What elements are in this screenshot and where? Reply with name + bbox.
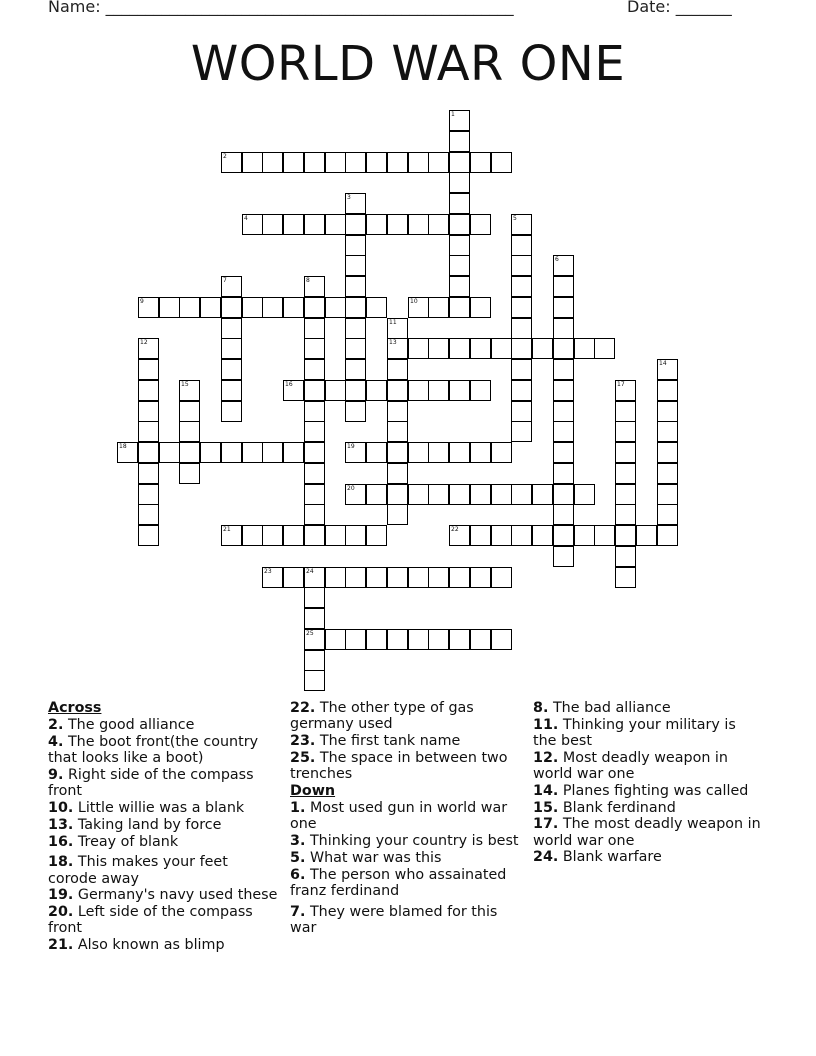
clue-number: 16 [285, 381, 293, 388]
clue-across-21: 21. Also known as blimp [48, 937, 225, 954]
grid-cell[interactable] [511, 318, 532, 339]
grid-cell[interactable] [387, 318, 408, 339]
grid-cell[interactable] [387, 463, 408, 484]
grid-cell[interactable] [470, 484, 491, 505]
grid-cell[interactable] [221, 338, 242, 359]
grid-cell[interactable] [553, 484, 574, 505]
grid-cell[interactable] [532, 484, 553, 505]
clue-across-18: 18. This makes your feet corode away [48, 854, 228, 887]
grid-cell[interactable] [304, 650, 325, 671]
grid-cell[interactable] [449, 193, 470, 214]
grid-cell[interactable] [408, 338, 429, 359]
grid-cell[interactable] [200, 442, 221, 463]
grid-cell[interactable] [511, 421, 532, 442]
grid-cell[interactable] [574, 338, 595, 359]
grid-cell[interactable] [511, 380, 532, 401]
grid-cell[interactable] [449, 567, 470, 588]
grid-cell[interactable] [242, 152, 263, 173]
grid-cell[interactable] [304, 276, 325, 297]
grid-cell[interactable] [304, 525, 325, 546]
grid-cell[interactable] [179, 463, 200, 484]
grid-cell[interactable] [408, 297, 429, 318]
grid-cell[interactable] [553, 525, 574, 546]
grid-cell[interactable] [345, 214, 366, 235]
grid-cell[interactable] [366, 214, 387, 235]
grid-cell[interactable] [511, 255, 532, 276]
grid-cell[interactable] [221, 318, 242, 339]
clue-number: 15 [181, 381, 189, 388]
grid-cell[interactable] [138, 504, 159, 525]
grid-cell[interactable] [221, 401, 242, 422]
grid-cell[interactable] [470, 567, 491, 588]
grid-cell[interactable] [511, 276, 532, 297]
grid-cell[interactable] [491, 525, 512, 546]
clue-number: 21 [223, 526, 231, 533]
grid-cell[interactable] [657, 359, 678, 380]
clue-down-6: 6. The person who assainated franz ferdinand [290, 866, 507, 899]
grid-cell[interactable] [553, 421, 574, 442]
grid-cell[interactable] [594, 338, 615, 359]
grid-cell[interactable] [387, 338, 408, 359]
grid-cell[interactable] [262, 297, 283, 318]
grid-cell[interactable] [636, 525, 657, 546]
grid-cell[interactable] [179, 380, 200, 401]
grid-cell[interactable] [242, 214, 263, 235]
grid-cell[interactable] [345, 567, 366, 588]
grid-cell[interactable] [553, 338, 574, 359]
grid-cell[interactable] [532, 525, 553, 546]
grid-cell[interactable] [470, 297, 491, 318]
grid-cell[interactable] [283, 380, 304, 401]
grid-cell[interactable] [428, 297, 449, 318]
grid-cell[interactable] [366, 152, 387, 173]
grid-cell[interactable] [615, 504, 636, 525]
grid-cell[interactable] [221, 276, 242, 297]
grid-cell[interactable] [491, 484, 512, 505]
clue-down-8: 8. The bad alliance [533, 700, 671, 716]
grid-cell[interactable] [283, 297, 304, 318]
clue-number: 23 [264, 568, 272, 575]
name-field: Name: ___________________________________________________ [48, 0, 514, 16]
grid-cell[interactable] [387, 214, 408, 235]
grid-cell[interactable] [553, 359, 574, 380]
grid-cell[interactable] [428, 629, 449, 650]
clue-number: 3 [347, 194, 351, 201]
grid-cell[interactable] [387, 421, 408, 442]
grid-cell[interactable] [449, 214, 470, 235]
grid-cell[interactable] [262, 525, 283, 546]
clue-across-16: 16. Treay of blank [48, 833, 179, 850]
grid-cell[interactable] [345, 359, 366, 380]
grid-cell[interactable] [325, 567, 346, 588]
grid-cell[interactable] [657, 504, 678, 525]
grid-cell[interactable] [304, 442, 325, 463]
grid-cell[interactable] [304, 463, 325, 484]
grid-cell[interactable] [366, 442, 387, 463]
grid-cell[interactable] [449, 442, 470, 463]
grid-cell[interactable] [304, 504, 325, 525]
grid-cell[interactable] [345, 401, 366, 422]
grid-cell[interactable] [574, 525, 595, 546]
grid-cell[interactable] [553, 297, 574, 318]
grid-cell[interactable] [449, 338, 470, 359]
grid-cell[interactable] [657, 442, 678, 463]
grid-cell[interactable] [408, 442, 429, 463]
grid-cell[interactable] [262, 567, 283, 588]
clue-across-9: 9. Right side of the compass front [48, 767, 254, 800]
grid-cell[interactable] [345, 255, 366, 276]
clue-across-13: 13. Taking land by force [48, 816, 222, 833]
grid-cell[interactable] [138, 442, 159, 463]
grid-cell[interactable] [325, 152, 346, 173]
grid-cell[interactable] [553, 442, 574, 463]
clue-number: 9 [140, 298, 144, 305]
grid-cell[interactable] [387, 359, 408, 380]
clue-across-20: 20. Left side of the compass front [48, 904, 253, 937]
clue-down-3: 3. Thinking your country is best [290, 833, 519, 849]
clue-down-15: 15. Blank ferdinand [533, 799, 676, 816]
grid-cell[interactable] [428, 380, 449, 401]
grid-cell[interactable] [449, 152, 470, 173]
grid-cell[interactable] [304, 421, 325, 442]
grid-cell[interactable] [615, 484, 636, 505]
clue-down-11: 11. Thinking your military is the best [533, 716, 736, 749]
clue-number: 19 [347, 443, 355, 450]
clue-across-25: 25. The space in between two trenches [290, 749, 508, 782]
grid-cell[interactable] [428, 484, 449, 505]
clue-number: 22 [451, 526, 459, 533]
grid-cell[interactable] [449, 525, 470, 546]
clue-down-1: 1. Most used gun in world war one [290, 800, 508, 833]
grid-cell[interactable] [532, 338, 553, 359]
grid-cell[interactable] [200, 297, 221, 318]
grid-cell[interactable] [615, 525, 636, 546]
grid-cell[interactable] [221, 152, 242, 173]
grid-cell[interactable] [304, 152, 325, 173]
grid-cell[interactable] [491, 152, 512, 173]
grid-cell[interactable] [304, 214, 325, 235]
grid-cell[interactable] [553, 318, 574, 339]
grid-cell[interactable] [138, 401, 159, 422]
clue-number: 10 [410, 298, 418, 305]
grid-cell[interactable] [449, 484, 470, 505]
grid-cell[interactable] [262, 214, 283, 235]
clue-across-10: 10. Little willie was a blank [48, 800, 245, 816]
grid-cell[interactable] [221, 525, 242, 546]
grid-cell[interactable] [366, 380, 387, 401]
clue-number: 13 [389, 339, 397, 346]
grid-cell[interactable] [511, 297, 532, 318]
clue-column-1 [48, 700, 278, 954]
grid-cell[interactable] [408, 629, 429, 650]
grid-cell[interactable] [304, 401, 325, 422]
clue-across-2: 2. The good alliance [48, 717, 195, 734]
grid-cell[interactable] [366, 629, 387, 650]
grid-cell[interactable] [594, 525, 615, 546]
grid-cell[interactable] [511, 359, 532, 380]
grid-cell[interactable] [304, 629, 325, 650]
grid-cell[interactable] [511, 401, 532, 422]
grid-cell[interactable] [304, 608, 325, 629]
grid-cell[interactable] [387, 380, 408, 401]
clue-down-5: 5. What war was this [290, 849, 442, 866]
grid-cell[interactable] [657, 525, 678, 546]
clue-number: 1 [451, 111, 455, 118]
grid-cell[interactable] [408, 567, 429, 588]
grid-cell[interactable] [304, 670, 325, 691]
grid-cell[interactable] [366, 484, 387, 505]
grid-cell[interactable] [159, 297, 180, 318]
grid-cell[interactable] [345, 338, 366, 359]
grid-cell[interactable] [345, 276, 366, 297]
clue-across-19: 19. Germany's navy used these [48, 887, 278, 904]
grid-cell[interactable] [117, 442, 138, 463]
grid-cell[interactable] [304, 297, 325, 318]
clue-number: 17 [617, 381, 625, 388]
clue-across-4: 4. The boot front(the country that looks like a boot) [48, 734, 259, 767]
grid-cell[interactable] [179, 442, 200, 463]
clue-down-17: 17. The most deadly weapon in world war one [533, 816, 761, 849]
grid-cell[interactable] [242, 442, 263, 463]
clue-number: 8 [306, 277, 310, 284]
clue-number: 11 [389, 319, 397, 326]
grid-cell[interactable] [511, 484, 532, 505]
grid-cell[interactable] [345, 525, 366, 546]
grid-cell[interactable] [470, 525, 491, 546]
grid-cell[interactable] [449, 131, 470, 152]
grid-cell[interactable] [615, 546, 636, 567]
grid-cell[interactable] [345, 484, 366, 505]
grid-cell[interactable] [179, 401, 200, 422]
grid-cell[interactable] [470, 214, 491, 235]
grid-cell[interactable] [470, 629, 491, 650]
grid-cell[interactable] [304, 338, 325, 359]
grid-cell[interactable] [325, 629, 346, 650]
grid-cell[interactable] [304, 318, 325, 339]
clue-number: 20 [347, 485, 355, 492]
grid-cell[interactable] [179, 421, 200, 442]
grid-cell[interactable] [387, 442, 408, 463]
grid-cell[interactable] [138, 421, 159, 442]
clue-down-7: 7. They were blamed for this war [290, 903, 498, 936]
grid-cell[interactable] [553, 380, 574, 401]
grid-cell[interactable] [408, 380, 429, 401]
clue-down-14: 14. Planes fighting was called [533, 782, 749, 799]
grid-cell[interactable] [428, 567, 449, 588]
grid-cell[interactable] [387, 152, 408, 173]
grid-cell[interactable] [345, 297, 366, 318]
clue-across-22: 22. The other type of gas germany used [290, 700, 474, 733]
grid-cell[interactable] [138, 463, 159, 484]
clue-across-23: 23. The first tank name [290, 733, 461, 749]
grid-cell[interactable] [138, 297, 159, 318]
grid-cell[interactable] [387, 629, 408, 650]
grid-cell[interactable] [387, 401, 408, 422]
clue-number: 2 [223, 153, 227, 160]
grid-cell[interactable] [511, 525, 532, 546]
grid-cell[interactable] [615, 463, 636, 484]
clue-column-3 [533, 700, 763, 866]
clue-down-24: 24. Blank warfare [533, 849, 662, 866]
grid-cell[interactable] [449, 297, 470, 318]
grid-cell[interactable] [242, 525, 263, 546]
grid-cell[interactable] [657, 421, 678, 442]
clue-down-12: 12. Most deadly weapon in world war one [533, 749, 728, 782]
grid-cell[interactable] [138, 338, 159, 359]
grid-cell[interactable] [283, 442, 304, 463]
across-heading: Across [48, 700, 102, 716]
clue-number: 14 [659, 360, 667, 367]
grid-cell[interactable] [574, 484, 595, 505]
grid-cell[interactable] [449, 255, 470, 276]
grid-cell[interactable] [615, 442, 636, 463]
grid-cell[interactable] [449, 172, 470, 193]
grid-cell[interactable] [345, 380, 366, 401]
clue-number: 18 [119, 443, 127, 450]
grid-cell[interactable] [304, 359, 325, 380]
grid-cell[interactable] [553, 546, 574, 567]
grid-cell[interactable] [470, 442, 491, 463]
clue-column-2 [290, 700, 520, 937]
grid-cell[interactable] [553, 401, 574, 422]
grid-cell[interactable] [221, 442, 242, 463]
grid-cell[interactable] [449, 235, 470, 256]
grid-cell[interactable] [138, 484, 159, 505]
grid-cell[interactable] [304, 484, 325, 505]
grid-cell[interactable] [428, 442, 449, 463]
grid-cell[interactable] [345, 235, 366, 256]
clue-number: 25 [306, 630, 314, 637]
grid-cell[interactable] [470, 380, 491, 401]
clue-number: 6 [555, 256, 559, 263]
grid-cell[interactable] [242, 297, 263, 318]
grid-cell[interactable] [345, 629, 366, 650]
grid-cell[interactable] [387, 567, 408, 588]
grid-cell[interactable] [657, 463, 678, 484]
grid-cell[interactable] [615, 380, 636, 401]
grid-cell[interactable] [262, 152, 283, 173]
grid-cell[interactable] [325, 297, 346, 318]
grid-cell[interactable] [408, 152, 429, 173]
grid-cell[interactable] [553, 463, 574, 484]
grid-cell[interactable] [283, 214, 304, 235]
grid-cell[interactable] [221, 359, 242, 380]
grid-cell[interactable] [138, 380, 159, 401]
grid-cell[interactable] [138, 525, 159, 546]
grid-cell[interactable] [511, 235, 532, 256]
grid-cell[interactable] [491, 567, 512, 588]
grid-cell[interactable] [304, 380, 325, 401]
grid-cell[interactable] [304, 587, 325, 608]
grid-cell[interactable] [428, 214, 449, 235]
grid-cell[interactable] [491, 629, 512, 650]
clue-number: 24 [306, 568, 314, 575]
grid-cell[interactable] [511, 214, 532, 235]
clue-number: 5 [513, 215, 517, 222]
grid-cell[interactable] [615, 401, 636, 422]
grid-cell[interactable] [325, 380, 346, 401]
grid-cell[interactable] [428, 152, 449, 173]
grid-cell[interactable] [470, 338, 491, 359]
date-field: Date: _______ [627, 0, 732, 16]
grid-cell[interactable] [657, 380, 678, 401]
grid-cell[interactable] [491, 338, 512, 359]
grid-cell[interactable] [387, 504, 408, 525]
grid-cell[interactable] [179, 297, 200, 318]
grid-cell[interactable] [553, 276, 574, 297]
grid-cell[interactable] [138, 359, 159, 380]
grid-cell[interactable] [159, 442, 180, 463]
grid-cell[interactable] [366, 297, 387, 318]
grid-cell[interactable] [366, 525, 387, 546]
grid-cell[interactable] [345, 152, 366, 173]
page-title: WORLD WAR ONE [190, 36, 626, 92]
grid-cell[interactable] [304, 567, 325, 588]
grid-cell[interactable] [283, 152, 304, 173]
grid-cell[interactable] [283, 567, 304, 588]
grid-cell[interactable] [449, 629, 470, 650]
grid-cell[interactable] [491, 442, 512, 463]
grid-cell[interactable] [615, 567, 636, 588]
grid-cell[interactable] [449, 110, 470, 131]
clue-number: 4 [244, 215, 248, 222]
grid-cell[interactable] [408, 214, 429, 235]
grid-cell[interactable] [511, 338, 532, 359]
grid-cell[interactable] [325, 525, 346, 546]
grid-cell[interactable] [553, 504, 574, 525]
down-heading: Down [290, 782, 336, 799]
grid-cell[interactable] [283, 525, 304, 546]
grid-cell[interactable] [553, 255, 574, 276]
grid-cell[interactable] [366, 567, 387, 588]
grid-cell[interactable] [408, 484, 429, 505]
grid-cell[interactable] [345, 318, 366, 339]
grid-cell[interactable] [345, 442, 366, 463]
grid-cell[interactable] [221, 297, 242, 318]
grid-cell[interactable] [325, 214, 346, 235]
grid-cell[interactable] [428, 338, 449, 359]
grid-cell[interactable] [657, 484, 678, 505]
grid-cell[interactable] [345, 193, 366, 214]
grid-cell[interactable] [615, 421, 636, 442]
grid-cell[interactable] [262, 442, 283, 463]
grid-cell[interactable] [449, 380, 470, 401]
grid-cell[interactable] [470, 152, 491, 173]
grid-cell[interactable] [657, 401, 678, 422]
grid-cell[interactable] [221, 380, 242, 401]
grid-cell[interactable] [387, 484, 408, 505]
grid-cell[interactable] [449, 276, 470, 297]
clue-number: 12 [140, 339, 148, 346]
clue-number: 7 [223, 277, 227, 284]
